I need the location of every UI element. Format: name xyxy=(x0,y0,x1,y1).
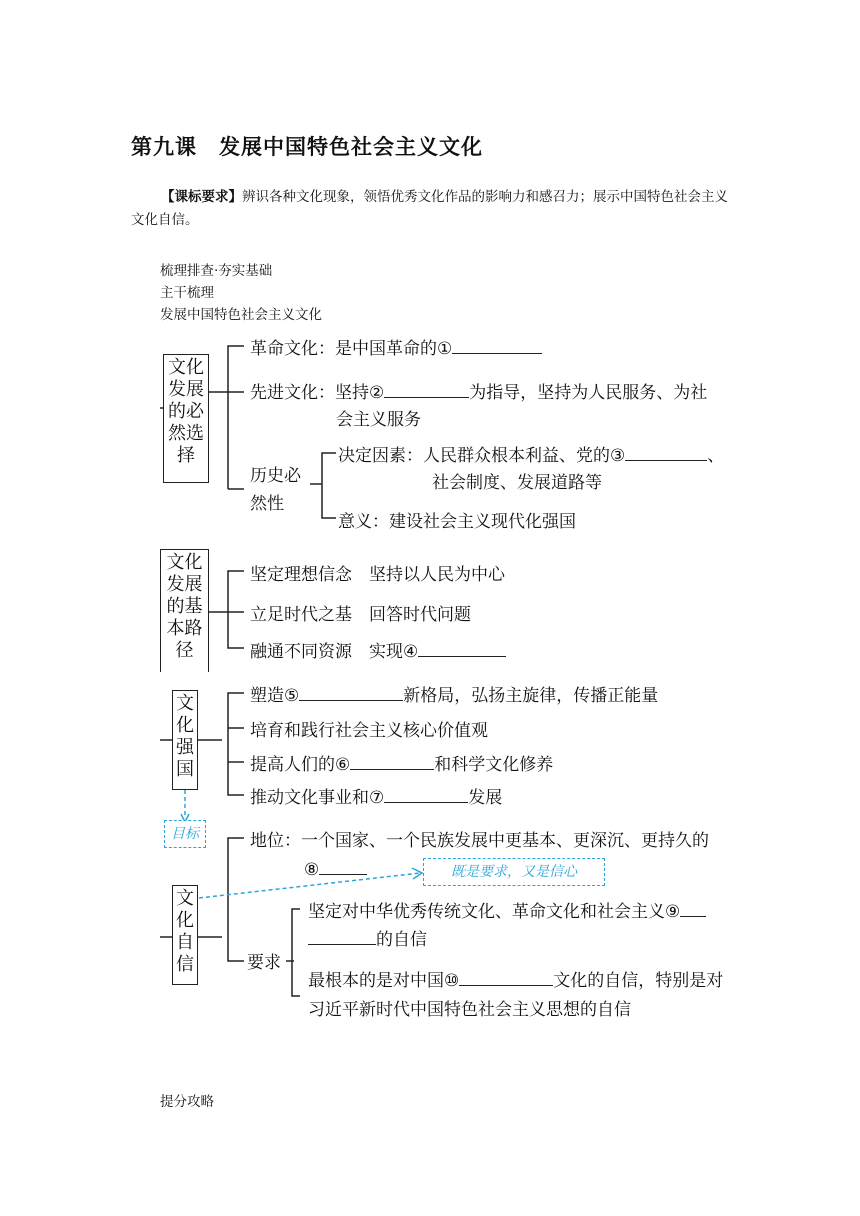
node-text: 决定因素：人民群众根本利益、党的③ xyxy=(338,446,626,466)
node-text: 提高人们的⑥ xyxy=(250,755,351,775)
page-title: 第九课 发展中国特色社会主义文化 xyxy=(131,135,483,159)
node-position-cont xyxy=(304,856,367,880)
node-text: 为指导，坚持为人民服务、为社 xyxy=(469,383,708,403)
node-req-1-cont xyxy=(308,925,427,950)
node-text: 发展 xyxy=(468,788,503,808)
box-basic-path: 文化发展的基本路径 xyxy=(160,549,209,672)
node-text: 的自信 xyxy=(376,930,427,950)
node-ideals: 坚定理想信念 坚持以人民为中心 xyxy=(250,565,505,585)
node-requirement: 要求 xyxy=(247,953,281,973)
box-cultural-power: 文化强国 xyxy=(172,690,198,790)
node-text: 文化的自信，特别是对 xyxy=(553,971,724,991)
node-historical-inevitability: 历史必然性 xyxy=(250,466,301,514)
section-topic: 发展中国特色社会主义文化 xyxy=(160,307,322,323)
node-significance: 意义：建设社会主义现代化强国 xyxy=(338,512,576,532)
node-text: 、 xyxy=(707,446,725,466)
blank-2 xyxy=(384,379,469,398)
blank-8 xyxy=(319,856,367,875)
node-req-2-cont: 习近平新时代中国特色社会主义思想的自信 xyxy=(308,1000,631,1020)
blank-6 xyxy=(350,751,434,770)
requirement-text: 辨识各种文化现象，领悟优秀文化作品的影响力和感召力；展示中国特色社会主义文化自信。 xyxy=(131,189,728,228)
node-req-2 xyxy=(308,966,723,991)
node-determining-factors-cont: 社会制度、发展道路等 xyxy=(432,473,602,493)
handwritten-note-both: 既是要求，又是信心 xyxy=(423,858,605,886)
section-subheading: 主干梳理 xyxy=(160,285,214,301)
node-text: ⑧ xyxy=(304,860,320,880)
node-shape xyxy=(250,681,658,706)
handwritten-note-target: 目标 xyxy=(164,820,206,848)
node-advanced-culture-cont: 会主义服务 xyxy=(336,410,421,430)
section-bottom-heading: 提分攻略 xyxy=(160,1094,214,1110)
node-revolutionary-culture xyxy=(250,334,542,359)
node-text: 和科学文化修养 xyxy=(434,755,554,775)
node-text: 坚定对中华优秀传统文化、革命文化和社会主义⑨ xyxy=(308,902,681,922)
blank-9 xyxy=(680,898,706,917)
node-text: 革命文化：是中国革命的① xyxy=(250,339,453,359)
node-text: 推动文化事业和⑦ xyxy=(250,788,385,808)
node-advanced-culture xyxy=(250,378,707,403)
node-resources xyxy=(250,637,506,662)
node-position: 地位：一个国家、一个民族发展中更基本、更深沉、更持久的 xyxy=(250,831,709,851)
blank-10 xyxy=(459,967,553,986)
node-determining-factors xyxy=(338,441,724,466)
node-promote xyxy=(250,783,502,808)
blank-3 xyxy=(625,442,707,461)
box-cultural-confidence: 文化自信 xyxy=(172,885,198,985)
node-text: 新格局，弘扬主旋律，传播正能量 xyxy=(403,686,659,706)
node-core-values: 培育和践行社会主义核心价值观 xyxy=(250,721,488,741)
node-text: 先进文化：坚持② xyxy=(250,383,385,403)
blank-4 xyxy=(418,638,506,657)
node-improve xyxy=(250,750,553,775)
node-req-1 xyxy=(308,897,706,922)
node-era: 立足时代之基 回答时代问题 xyxy=(250,605,471,625)
node-text: 最根本的是对中国⑩ xyxy=(308,971,460,991)
blank-1 xyxy=(452,335,542,354)
node-text: 融通不同资源 实现④ xyxy=(250,642,419,662)
section-heading: 梳理排查·夯实基础 xyxy=(160,263,273,279)
blank-5 xyxy=(299,682,403,701)
blank-7 xyxy=(384,784,468,803)
blank-9-cont xyxy=(308,926,376,945)
node-text: 塑造⑤ xyxy=(250,686,300,706)
box-inevitable-choice: 文化发展的必然选择 xyxy=(163,354,209,483)
requirement-label: 【课标要求】 xyxy=(161,189,242,205)
